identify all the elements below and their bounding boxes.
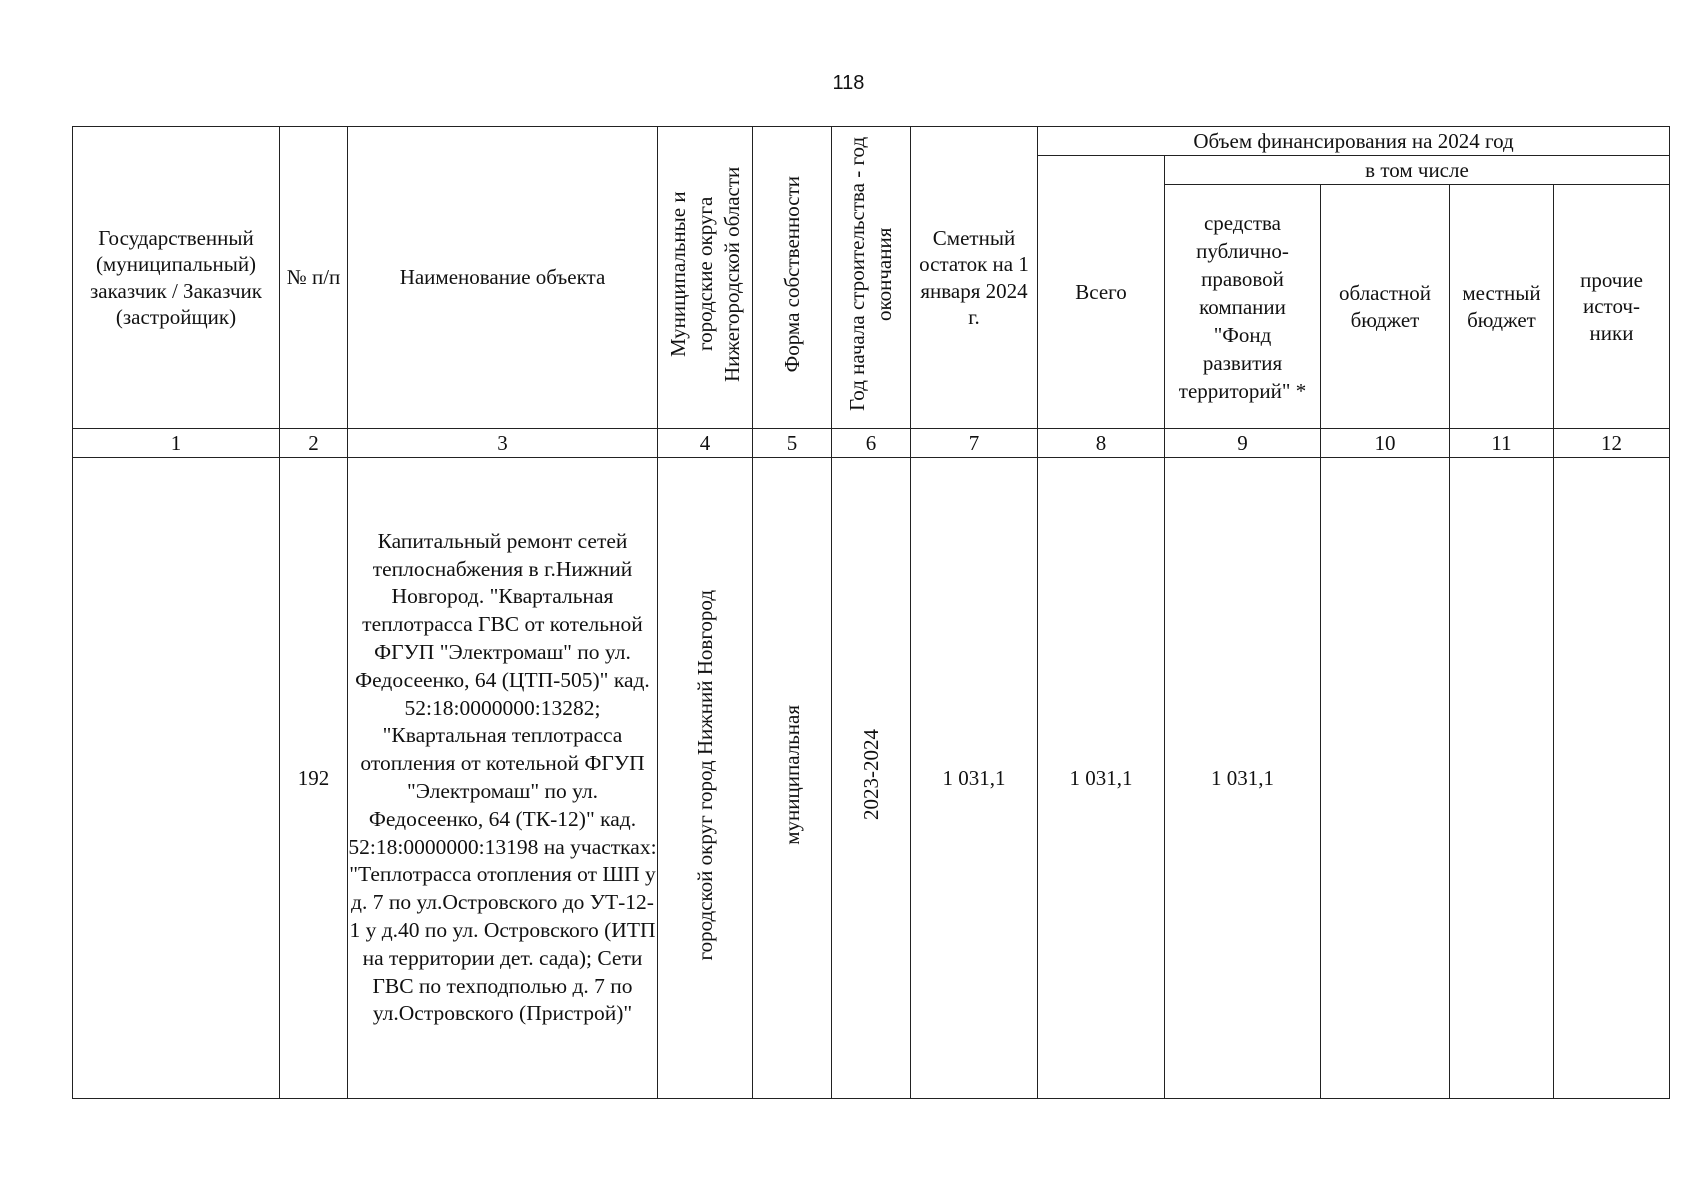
header-years-text: Год начала строительства - год окончания xyxy=(845,136,896,412)
row-local xyxy=(1450,458,1554,1099)
row-fund: 1 031,1 xyxy=(1165,458,1321,1099)
row-ownership xyxy=(753,458,832,1099)
column-number: 10 xyxy=(1321,429,1450,458)
table-row xyxy=(73,458,1670,1099)
row-object-name: Капитальный ремонт сетей теплоснабжения в г.Нижний Новгород. "Квартальная теплотрасса ГВС от котельной ФГУП "Электромаш" по ул. Федосеенко, 64 (ЦТП-505)" кад. 52:18:0000000:13282; "Квартальная теплотрасса отопления от котельной ФГУП "Электромаш" по ул. Федосеенко, 64 (ТК-12)" кад. 52:18:0000000:13198 на участках: "Теплотрасса отопления от ШП у д. 7 по ул.Островского до УТ-12-1 у д.40 по ул. Островского (ИТП на территории дет. сада); Сети ГВС по техподполью д. 7 по ул.Островского (Пристрой)" xyxy=(348,458,658,1099)
page-number: 118 xyxy=(832,72,865,94)
column-number: 9 xyxy=(1165,429,1321,458)
row-number: 192 xyxy=(280,458,348,1099)
row-estimated-balance: 1 031,1 xyxy=(911,458,1038,1099)
column-number: 11 xyxy=(1450,429,1554,458)
row-other xyxy=(1554,458,1670,1099)
column-number: 4 xyxy=(658,429,753,458)
header-local: местный бюджет xyxy=(1450,185,1554,429)
column-number: 1 xyxy=(73,429,280,458)
header-regional: областной бюджет xyxy=(1321,185,1450,429)
column-number: 6 xyxy=(832,429,911,458)
column-number: 8 xyxy=(1038,429,1165,458)
row-customer xyxy=(73,458,280,1099)
row-years xyxy=(832,458,911,1099)
column-numbers-row xyxy=(73,429,1670,458)
row-total: 1 031,1 xyxy=(1038,458,1165,1099)
header-estimated-balance: Сметный остаток на 1 января 2024 г. xyxy=(911,127,1038,429)
header-years xyxy=(832,127,911,429)
header-other: прочие источ-ники xyxy=(1554,185,1670,429)
row-municipality-text: городской округ город Нижний Новгород xyxy=(692,589,717,961)
header-row-1 xyxy=(73,127,1670,156)
column-number: 7 xyxy=(911,429,1038,458)
row-municipality xyxy=(658,458,753,1099)
header-funding-group: Объем финансирования на 2024 год xyxy=(1038,127,1670,156)
column-number: 5 xyxy=(753,429,832,458)
header-total: Всего xyxy=(1038,156,1165,429)
header-number: № п/п xyxy=(280,127,348,429)
column-number: 3 xyxy=(348,429,658,458)
financing-table xyxy=(72,126,1670,1099)
header-including-group: в том числе xyxy=(1165,156,1670,185)
header-customer: Государственный (муниципальный) заказчик / Заказчик (застройщик) xyxy=(73,127,280,429)
column-number: 2 xyxy=(280,429,348,458)
header-object-name: Наименование объекта xyxy=(348,127,658,429)
header-ownership xyxy=(753,127,832,429)
header-municipality-text: Муниципальные и городские округа Нижегородской области xyxy=(665,166,744,382)
row-regional xyxy=(1321,458,1450,1099)
row-years-text: 2023-2024 xyxy=(858,729,883,821)
row-ownership-text: муниципальная xyxy=(779,704,804,845)
header-municipality xyxy=(658,127,753,429)
column-number: 12 xyxy=(1554,429,1670,458)
header-ownership-text: Форма собственности xyxy=(779,176,804,373)
header-fund: средства публично-правовой компании "Фонд развития территорий" * xyxy=(1165,185,1321,429)
